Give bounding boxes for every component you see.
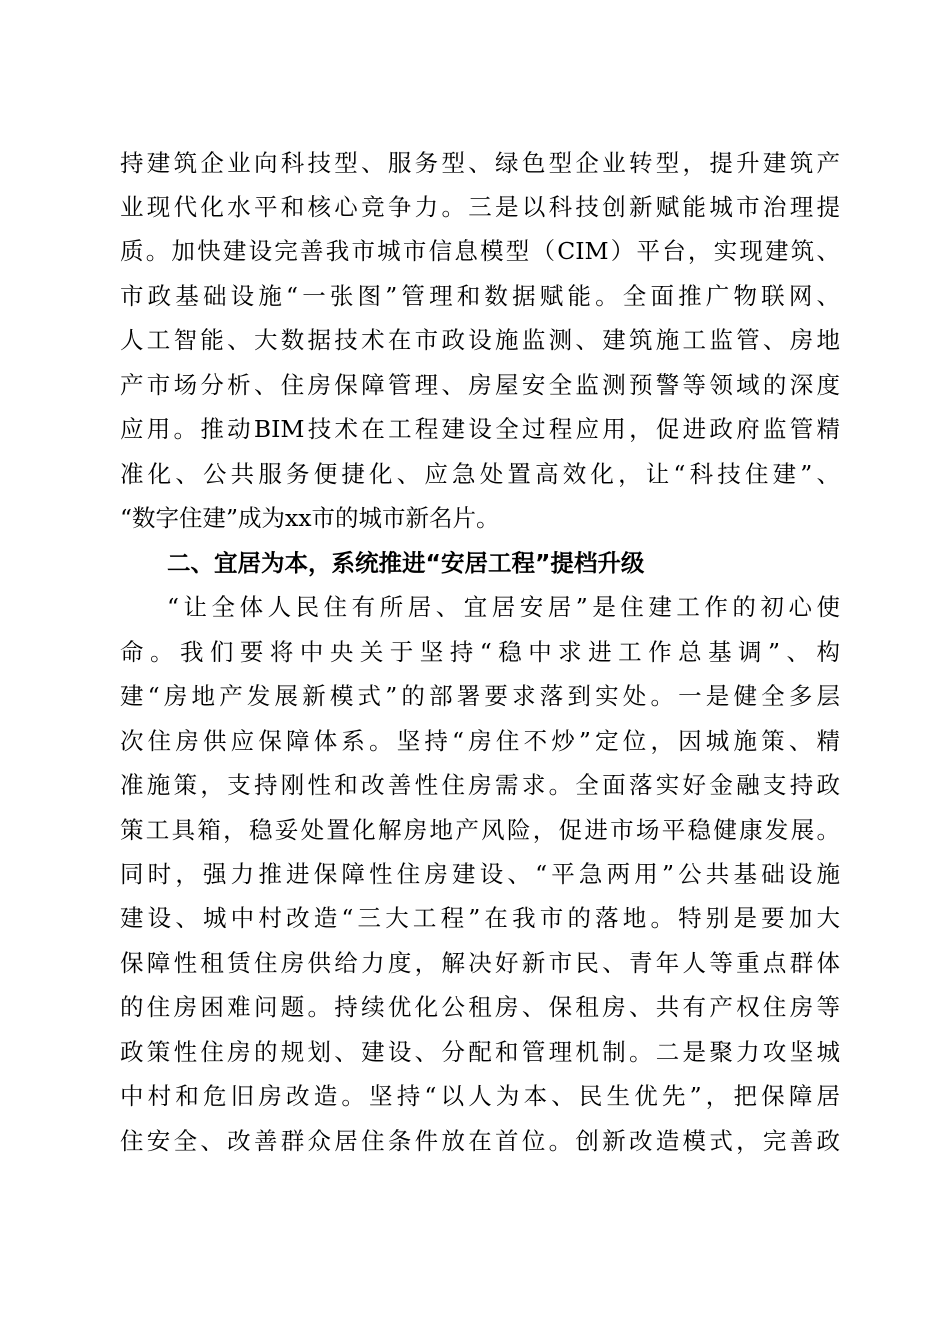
body-text-line: 命。我们要将中央关于坚持“稳中求进工作总基调”、构 <box>120 638 840 666</box>
body-text-line: 保障性租赁住房供给力度，解决好新市民、青年人等重点群体 <box>120 949 840 977</box>
body-text-line: “数字住建”成为xx市的城市新名片。 <box>120 504 500 532</box>
body-text-line: 的住房困难问题。持续优化公租房、保租房、共有产权住房等 <box>120 993 840 1021</box>
section-heading: 二、宜居为本，系统推进“安居工程”提档升级 <box>167 549 645 577</box>
body-text-line: 次住房供应保障体系。坚持“房住不炒”定位，因城施策、精 <box>120 727 840 755</box>
body-text-line: 产市场分析、住房保障管理、房屋安全监测预警等领域的深度 <box>120 371 840 399</box>
body-text-line: 住安全、改善群众居住条件放在首位。创新改造模式，完善政 <box>120 1127 840 1155</box>
body-text-line: 准施策，支持刚性和改善性住房需求。全面落实好金融支持政 <box>120 771 840 799</box>
body-text-line: “让全体人民住有所居、宜居安居”是住建工作的初心使 <box>167 593 840 621</box>
body-text-line: 持建筑企业向科技型、服务型、绿色型企业转型，提升建筑产 <box>120 149 840 177</box>
body-text-line: 准化、公共服务便捷化、应急处置高效化，让“科技住建”、 <box>120 460 840 488</box>
body-text-line: 策工具箱，稳妥处置化解房地产风险，促进市场平稳健康发展。 <box>120 816 840 844</box>
body-text-line: 人工智能、大数据技术在市政设施监测、建筑施工监管、房地 <box>120 326 840 354</box>
body-text-line: 质。加快建设完善我市城市信息模型（CIM）平台，实现建筑、 <box>120 237 840 265</box>
body-text-line: 中村和危旧房改造。坚持“以人为本、民生优先”，把保障居 <box>120 1082 840 1110</box>
body-text-line: 业现代化水平和核心竞争力。三是以科技创新赋能城市治理提 <box>120 193 840 221</box>
body-text-line: 建设、城中村改造“三大工程”在我市的落地。特别是要加大 <box>120 904 840 932</box>
body-text-line: 政策性住房的规划、建设、分配和管理机制。二是聚力攻坚城 <box>120 1038 840 1066</box>
body-text-line: 建“房地产发展新模式”的部署要求落到实处。一是健全多层 <box>120 682 840 710</box>
body-text-line: 市政基础设施“一张图”管理和数据赋能。全面推广物联网、 <box>120 282 840 310</box>
body-text-line: 应用。推动BIM技术在工程建设全过程应用，促进政府监管精 <box>120 415 840 443</box>
body-text-line: 同时，强力推进保障性住房建设、“平急两用”公共基础设施 <box>120 860 840 888</box>
